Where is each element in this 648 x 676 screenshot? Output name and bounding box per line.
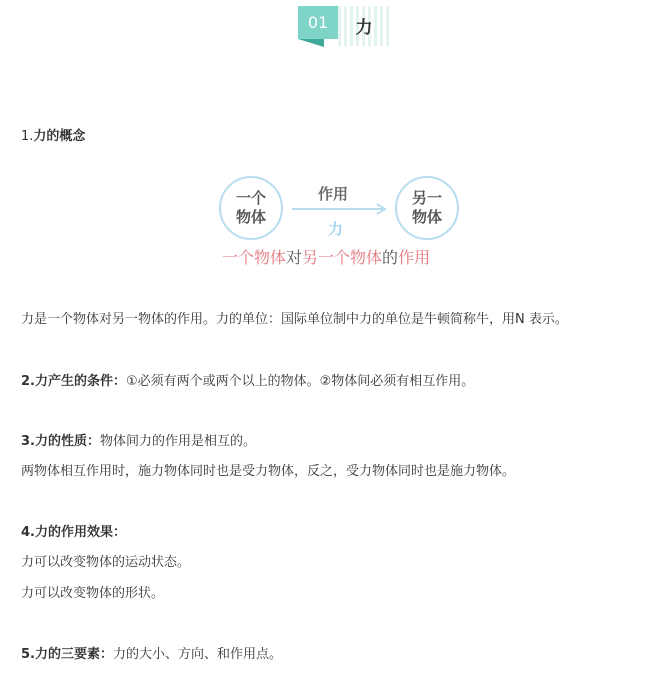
conditions-heading: 2.力产生的条件：: [21, 374, 126, 389]
nature-line2: 两物体相互作用时，施力物体同时也是受力物体，反之，受力物体同时也是施力物体。: [21, 464, 516, 479]
caption-part3: 另一个物体: [302, 248, 383, 267]
effects-line1: 力可以改变物体的运动状态。: [21, 555, 191, 570]
heading-text: 力的概念: [33, 129, 86, 144]
definition-text: 力是一个物体对另一物体的作用。力的单位：国际单位制中力的单位是牛顿简称牛，用N 表示。: [21, 312, 568, 327]
right-circle-line2: 物体: [411, 208, 442, 226]
caption-part4: 的: [382, 248, 399, 267]
effects-line2: 力可以改变物体的形状。: [21, 586, 165, 601]
conditions-text: ①必须有两个或两个以上的物体。②物体间必须有相互作用。: [125, 374, 475, 389]
heading-number: 1.: [21, 129, 34, 144]
badge-tail-icon: [298, 39, 324, 47]
section-number: 01: [298, 6, 338, 39]
heading-concept: [21, 125, 85, 144]
section-badge: [298, 6, 390, 46]
section-nature: [21, 430, 256, 449]
nature-text: 物体间力的作用是相互的。: [99, 434, 256, 449]
right-circle-line1: 另一: [411, 189, 442, 207]
section-effects: [21, 521, 126, 540]
effects-heading: 4.力的作用效果：: [21, 525, 126, 540]
three-elements-text: 力的大小、方向、和作用点。: [112, 647, 282, 662]
caption-part2: 对: [286, 248, 303, 267]
arrow-right-icon: [290, 202, 390, 216]
three-elements-heading: 5.力的三要素：: [21, 647, 113, 662]
left-circle-line1: 一个: [235, 189, 266, 207]
left-object-circle: [219, 176, 283, 240]
section-title: 力: [338, 6, 390, 46]
right-object-circle: [395, 176, 459, 240]
left-circle-line2: 物体: [235, 208, 266, 226]
caption-part5: 作用: [398, 248, 431, 267]
arrow-label-force: 力: [328, 220, 344, 238]
arrow-label-action: 作用: [318, 185, 349, 203]
caption-part1: 一个物体: [222, 248, 287, 267]
diagram-caption: [222, 245, 430, 268]
section-three-elements: [21, 643, 282, 662]
section-conditions: [21, 370, 474, 389]
nature-heading: 3.力的性质：: [21, 434, 100, 449]
